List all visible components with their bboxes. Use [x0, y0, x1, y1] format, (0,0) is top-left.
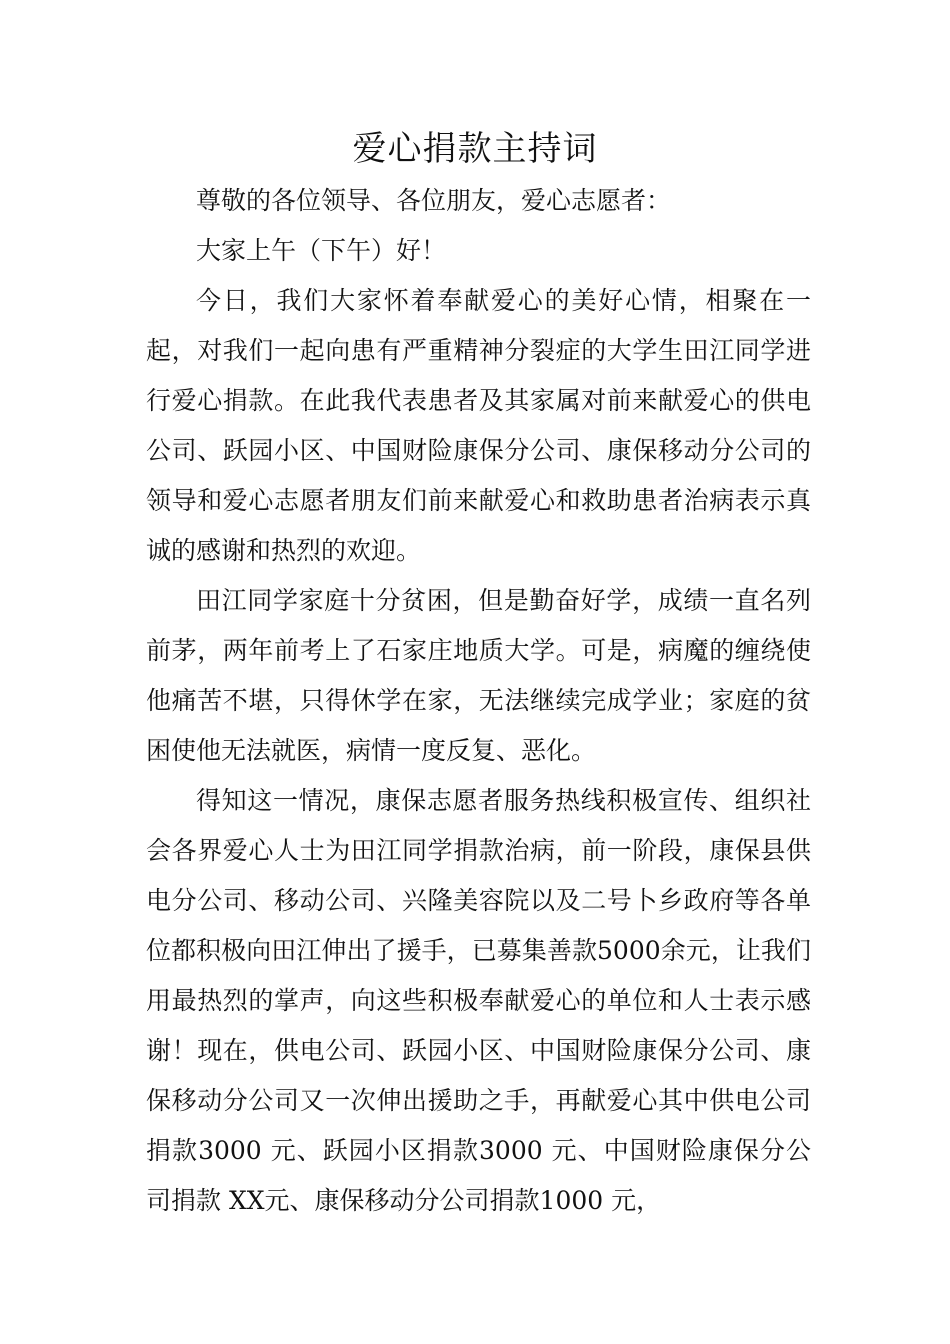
- document-body: [146, 176, 811, 1226]
- donation-paragraph: 得知这一情况，康保志愿者服务热线积极宣传、组织社会各界爱心人士为田江同学捐款治病，前一阶段，康保县供电分公司、移动公司、兴隆美容院以及二号卜乡政府等各单位都积极向田江伸出了援手，已募集善款5000余元，让我们用最热烈的掌声，向这些积极奉献爱心的单位和人士表示感谢！现在，供电公司、跃园小区、中国财险康保分公司、康保移动分公司又一次伸出援助之手，再献爱心其中供电公司捐款3000 元、跃园小区捐款3000 元、中国财险康保分公司捐款 XX元、康保移动分公司捐款1000 元，: [146, 786, 811, 1215]
- background-paragraph: 田江同学家庭十分贫困，但是勤奋好学，成绩一直名列前茅，两年前考上了石家庄地质大学。可是，病魔的缠绕使他痛苦不堪，只得休学在家，无法继续完成学业；家庭的贫困使他无法就医，病情一度反复、恶化。: [146, 586, 811, 765]
- document-title: 爱心捐款主持词: [352, 129, 598, 169]
- greeting-paragraph: 尊敬的各位领导、各位朋友，爱心志愿者：: [196, 186, 672, 215]
- salutation-paragraph: 大家上午（下午）好！: [196, 236, 447, 265]
- intro-paragraph: 今日，我们大家怀着奉献爱心的美好心情，相聚在一起，对我们一起向患有严重精神分裂症的大学生田江同学进行爱心捐款。在此我代表患者及其家属对前来献爱心的供电公司、跃园小区、中国财险康保分公司、康保移动分公司的领导和爱心志愿者朋友们前来献爱心和救助患者治病表示真诚的感谢和热烈的欢迎。: [146, 286, 811, 565]
